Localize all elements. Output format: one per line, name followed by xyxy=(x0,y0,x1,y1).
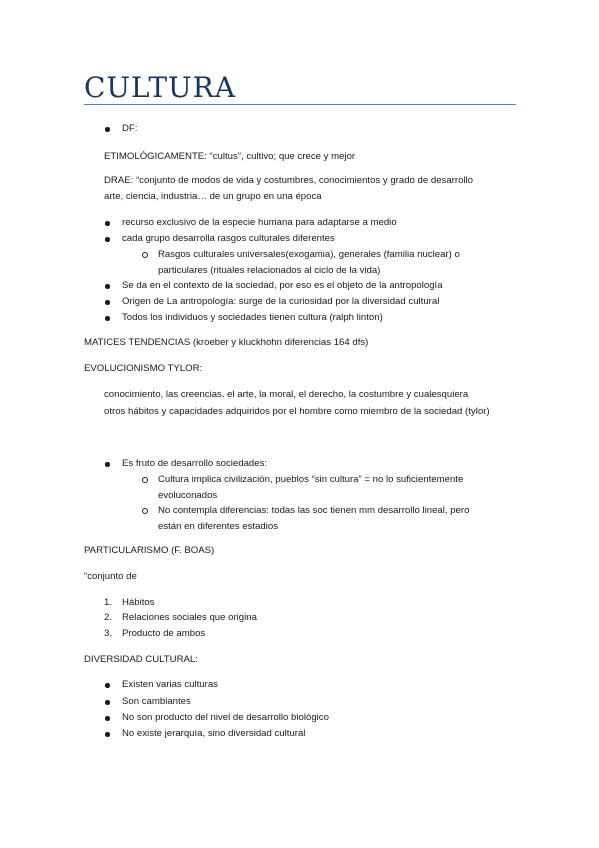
drae-line-2: arte, ciencia, industria… de un grupo en una época xyxy=(104,191,322,202)
bullet-dot xyxy=(105,300,110,305)
list-item: Existen varias culturas xyxy=(122,679,218,690)
numbered-item: Relaciones sociales que origina xyxy=(122,612,257,623)
sub-list-item-line-1: Cultura implica civilización, pueblos “sin cultura” = no lo suficientemente xyxy=(158,474,464,485)
bullet-dot xyxy=(105,127,110,132)
sub-list-item-line-1: No contempla diferencias: todas las soc tienen mm desarrollo lineal, pero xyxy=(158,505,470,516)
title-underline xyxy=(84,104,516,105)
bullet-dot xyxy=(105,732,110,737)
section-heading-evolucionismo: EVOLUCIONISMO TYLOR: xyxy=(84,363,203,374)
circle-bullet xyxy=(142,252,148,258)
page-title: CULTURA xyxy=(84,71,236,104)
conjunto-text: “conjunto de xyxy=(84,571,137,582)
bullet-dot xyxy=(105,716,110,721)
circle-bullet xyxy=(142,477,148,483)
list-number: 3. xyxy=(104,628,113,639)
bullet-dot xyxy=(105,316,110,321)
bullet-dot xyxy=(105,237,110,242)
bullet-dot xyxy=(105,462,110,467)
section-heading-diversidad: DIVERSIDAD CULTURAL: xyxy=(84,654,198,665)
list-item: Son cambiantes xyxy=(122,696,191,707)
list-number: 1. xyxy=(104,597,113,608)
list-item: No existe jerarquía, sino diversidad cultural xyxy=(122,728,306,739)
list-item: Origen de La antropología: surge de la curiosidad por la diversidad cultural xyxy=(122,296,440,307)
list-item: Todos los individuos y sociedades tienen cultura (ralph linton) xyxy=(122,312,383,323)
etimologia-text: ETIMOLÓGICAMENTE: “cultus”, cultivo; que crece y mejor xyxy=(104,151,356,162)
list-item: Es fruto de desarrollo sociedades: xyxy=(122,458,268,469)
sub-list-item-line-1: Rasgos culturales universales(exogamia), generales (familia nuclear) o xyxy=(158,249,460,260)
numbered-item: Producto de ambos xyxy=(122,628,206,639)
df-item: DF: xyxy=(122,123,138,134)
list-item: Se da en el contexto de la sociedad, por eso es el objeto de la antropología xyxy=(122,280,443,291)
drae-line-1: DRAE: “conjunto de modos de vida y costumbres, conocimientos y grado de desarrollo xyxy=(104,175,474,186)
sub-list-item-line-2: evoluconados xyxy=(158,490,218,501)
bullet-dot xyxy=(105,221,110,226)
bullet-dot xyxy=(105,700,110,705)
numbered-item: Hábitos xyxy=(122,597,155,608)
bullet-dot xyxy=(105,683,110,688)
list-item: No son producto del nivel de desarrollo biológico xyxy=(122,712,329,723)
bullet-dot xyxy=(105,284,110,289)
list-item: cada grupo desarrolla rasgos culturales diferentes xyxy=(122,233,335,244)
tylor-line-1: conocimiento, las creencias. el arte, la moral, el derecho, la costumbre y cualesquiera xyxy=(104,389,469,400)
list-item: recurso exclusivo de la especie humana para adaptarse a medio xyxy=(122,217,397,228)
list-number: 2. xyxy=(104,612,113,623)
sub-list-item-line-2: particulares (rituales relacionados al ciclo de la vida) xyxy=(158,265,381,276)
section-heading-matices: MATICES TENDENCIAS (kroeber y kluckhohn diferencias 164 dfs) xyxy=(84,337,369,348)
section-heading-particularismo: PARTICULARISMO (F. BOAS) xyxy=(84,545,215,556)
tylor-line-2: otros hábitos y capacidades adquiridos por el hombre como miembro de la sociedad (tylor) xyxy=(104,406,490,417)
sub-list-item-line-2: están en diferentes estadios xyxy=(158,521,279,532)
circle-bullet xyxy=(142,508,148,514)
